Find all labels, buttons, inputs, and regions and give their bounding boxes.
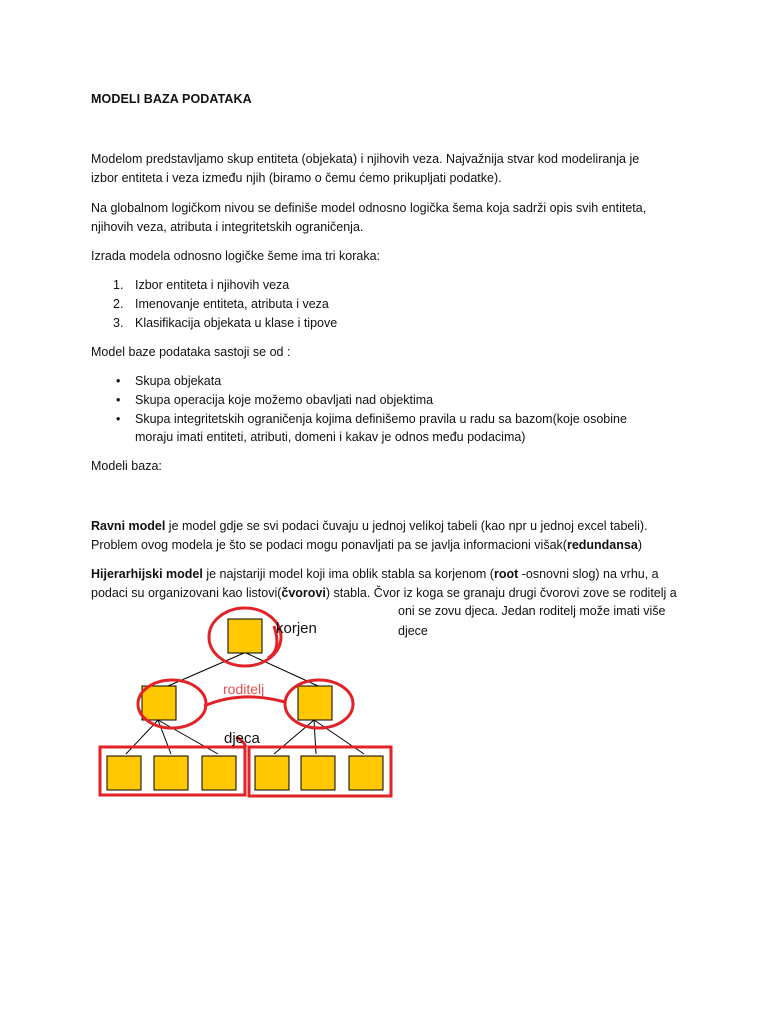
parent-link-line [204,697,285,706]
hierarchical-text: -osnovni slog) na vrhu, a [518,567,659,581]
global-line-1: Na globalnom logičkom nivou se definiše model odnosno logička šema koja sadrži opis svih entiteta, [91,201,647,215]
hierarchical-model-paragraph [91,565,681,602]
global-level-paragraph [91,199,681,236]
steps-intro: Izrada modela odnosno logičke šeme ima tri koraka: [91,249,381,263]
child-node [349,756,383,790]
child-node [301,756,335,790]
list-item [113,276,337,295]
flat-model-paragraph [91,517,681,554]
bullet-icon: • [116,374,121,388]
child-node [202,756,236,790]
steps-list [113,276,337,332]
intro-paragraph [91,150,681,187]
root-node [228,619,262,653]
redundancy-term: redundansa [566,537,638,552]
list-item-text: Izbor entiteta i njihovih veza [135,278,290,292]
list-item [113,410,673,448]
list-item-text: Skupa integritetskih ograničenja kojima definišemo pravila u radu sa bazom(koje osobine [135,411,627,426]
intro-line-1: Modelom predstavljamo skup entiteta (objekata) i njihovih veza. Najvažnija stvar kod modeliranja je [91,152,640,166]
hierarchical-side-line-2: djece [398,624,428,638]
global-line-2: njihovih veza, atributa i integritetskih ograničenja. [91,219,364,234]
hierarchy-tree-diagram [96,606,396,802]
list-item-text: Skupa operacija koje možemo obavljati nad objektima [135,392,434,407]
hierarchical-text: podaci su organizovani kao listovi( [91,585,282,600]
parent-label: roditelj [223,681,265,697]
flat-model-text: je model gdje se svi podaci čuvaju u jednoj velikoj tabeli (kao npr u jednoj excel tabeli). [165,519,648,533]
root-label: korjen [276,620,317,637]
child-node [107,756,141,790]
list-item [113,391,673,410]
nodes-term: čvorovi [281,585,326,600]
list-item-text: Skupa objekata [135,374,222,388]
child-node [255,756,289,790]
list-number: 1. [113,278,124,292]
models-heading: Modeli baza: [91,459,162,473]
flat-model-text: Problem ovog modela je što se podaci mogu ponavljati pa se javlja informacioni višak( [91,537,567,552]
components-list [113,372,673,447]
hierarchical-text: je najstariji model koji ima oblik stabla sa korjenom ( [202,567,494,581]
list-item [113,295,337,314]
bullet-icon: • [116,411,121,426]
list-item [113,372,673,391]
tree-edge [314,720,316,754]
hierarchical-side-line-1: oni se zovu djeca. Jedan roditelj može imati više [398,604,666,618]
flat-model-term: Ravni model [91,519,166,533]
flat-model-text: ) [637,537,642,552]
hierarchical-side-text [398,601,688,641]
parent-node [298,686,332,720]
tree-edge [274,720,314,754]
root-term: root [493,567,519,581]
intro-line-2: izbor entiteta i veza između njih (biramo o čemu ćemo prikupljati podatke). [91,170,502,185]
list-number: 3. [113,315,124,330]
list-item-text: moraju imati entiteti, atributi, domeni i kakav je odnos među podacima) [135,430,526,445]
children-label: djeca [224,730,260,747]
child-node [154,756,188,790]
list-number: 2. [113,296,124,311]
parent-node [142,686,176,720]
hierarchical-text: ) stabla. Čvor iz koga se granaju drugi čvorovi zove se roditelj a [325,585,677,600]
list-item-text: Klasifikacija objekata u klase i tipove [135,315,338,330]
list-item-text: Imenovanje entiteta, atributa i veza [135,296,329,311]
hierarchical-model-term: Hijerarhijski model [91,567,203,581]
bullet-icon: • [116,392,121,407]
components-intro: Model baze podataka sastoji se od : [91,345,291,359]
page-title: MODELI BAZA PODATAKA [91,92,252,106]
list-item [113,314,337,333]
